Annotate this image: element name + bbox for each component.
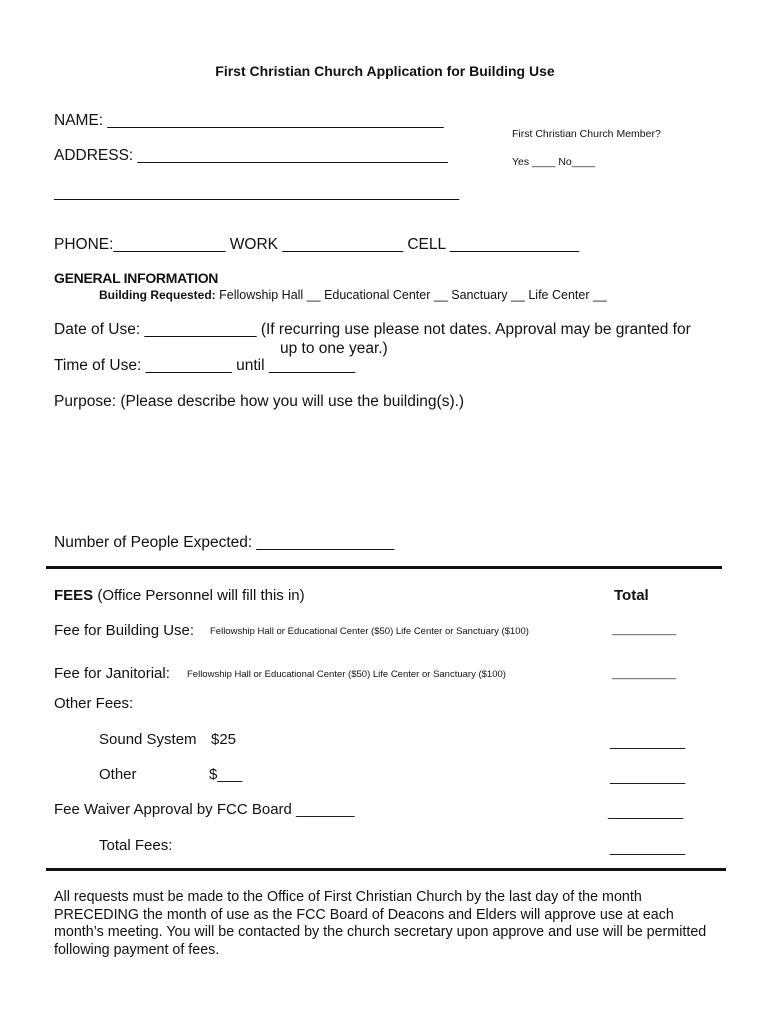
janitorial-fee-total-blank[interactable]: ___________ [612, 668, 677, 680]
page-title: First Christian Church Application for Building Use [215, 63, 555, 79]
fee-waiver-total-blank[interactable]: _________ [608, 803, 684, 820]
section-divider-bottom [46, 868, 726, 871]
address-field-line[interactable]: ADDRESS: ____________________________________ [54, 147, 448, 164]
purpose-answer-area[interactable] [54, 416, 714, 526]
time-of-use-line[interactable]: Time of Use: __________ until __________ [54, 357, 356, 374]
general-info-heading: GENERAL INFORMATION [54, 270, 219, 286]
total-fees-blank[interactable]: _________ [610, 839, 686, 856]
date-of-use-note-cont: up to one year.) [280, 340, 388, 357]
building-fee-label: Fee for Building Use: [54, 622, 195, 639]
fees-heading [54, 587, 305, 604]
building-options[interactable]: Fellowship Hall __ Educational Center __ Sanctuary __ Life Center __ [219, 288, 607, 302]
sound-system-label: Sound System [99, 731, 197, 748]
other-fees-label: Other Fees: [54, 695, 134, 712]
member-question: First Christian Church Member? [512, 128, 661, 140]
other-fee-price-blank[interactable]: $___ [209, 766, 243, 783]
member-yes-no-options[interactable]: Yes ____ No____ [512, 156, 596, 168]
submission-instructions: All requests must be made to the Office of First Christian Church by the last day of the month PRECEDING the month of use as the FCC Board of Deacons and Elders will approve use at each month’s meeting. You will be contacted by the church secretary upon approve and use will be permitted following payment of fees. [54, 889, 707, 958]
section-divider-top [46, 566, 722, 569]
janitorial-fee-label: Fee for Janitorial: [54, 665, 170, 682]
sound-system-total-blank[interactable]: _________ [610, 733, 686, 750]
fees-heading-bold: FEES [54, 587, 94, 604]
building-fee-detail: Fellowship Hall or Educational Center ($50) Life Center or Sanctuary ($100) [210, 626, 529, 637]
janitorial-fee-detail: Fellowship Hall or Educational Center ($50) Life Center or Sanctuary ($100) [187, 669, 506, 680]
phone-field-line[interactable]: PHONE:_____________ WORK ______________ CELL _______________ [54, 236, 580, 253]
total-column-header: Total [614, 587, 649, 604]
building-fee-total-blank[interactable]: ___________ [612, 624, 677, 636]
fee-waiver-line[interactable]: Fee Waiver Approval by FCC Board _______ [54, 801, 355, 818]
name-field-line[interactable]: NAME: _______________________________________ [54, 112, 444, 129]
building-requested-label: Building Requested: [99, 288, 216, 302]
other-fee-label: Other [99, 766, 137, 783]
purpose-label: Purpose: (Please describe how you will use the building(s).) [54, 393, 465, 410]
fees-heading-note: (Office Personnel will fill this in) [93, 587, 305, 604]
other-fee-total-blank[interactable]: _________ [610, 768, 686, 785]
people-expected-line[interactable]: Number of People Expected: ________________ [54, 534, 395, 551]
address-field-line-2[interactable]: _______________________________________________ [54, 184, 460, 201]
date-of-use-line[interactable]: Date of Use: _____________ (If recurring use please not dates. Approval may be granted for [54, 321, 691, 338]
total-fees-label: Total Fees: [99, 837, 173, 854]
sound-system-price: $25 [211, 731, 237, 748]
